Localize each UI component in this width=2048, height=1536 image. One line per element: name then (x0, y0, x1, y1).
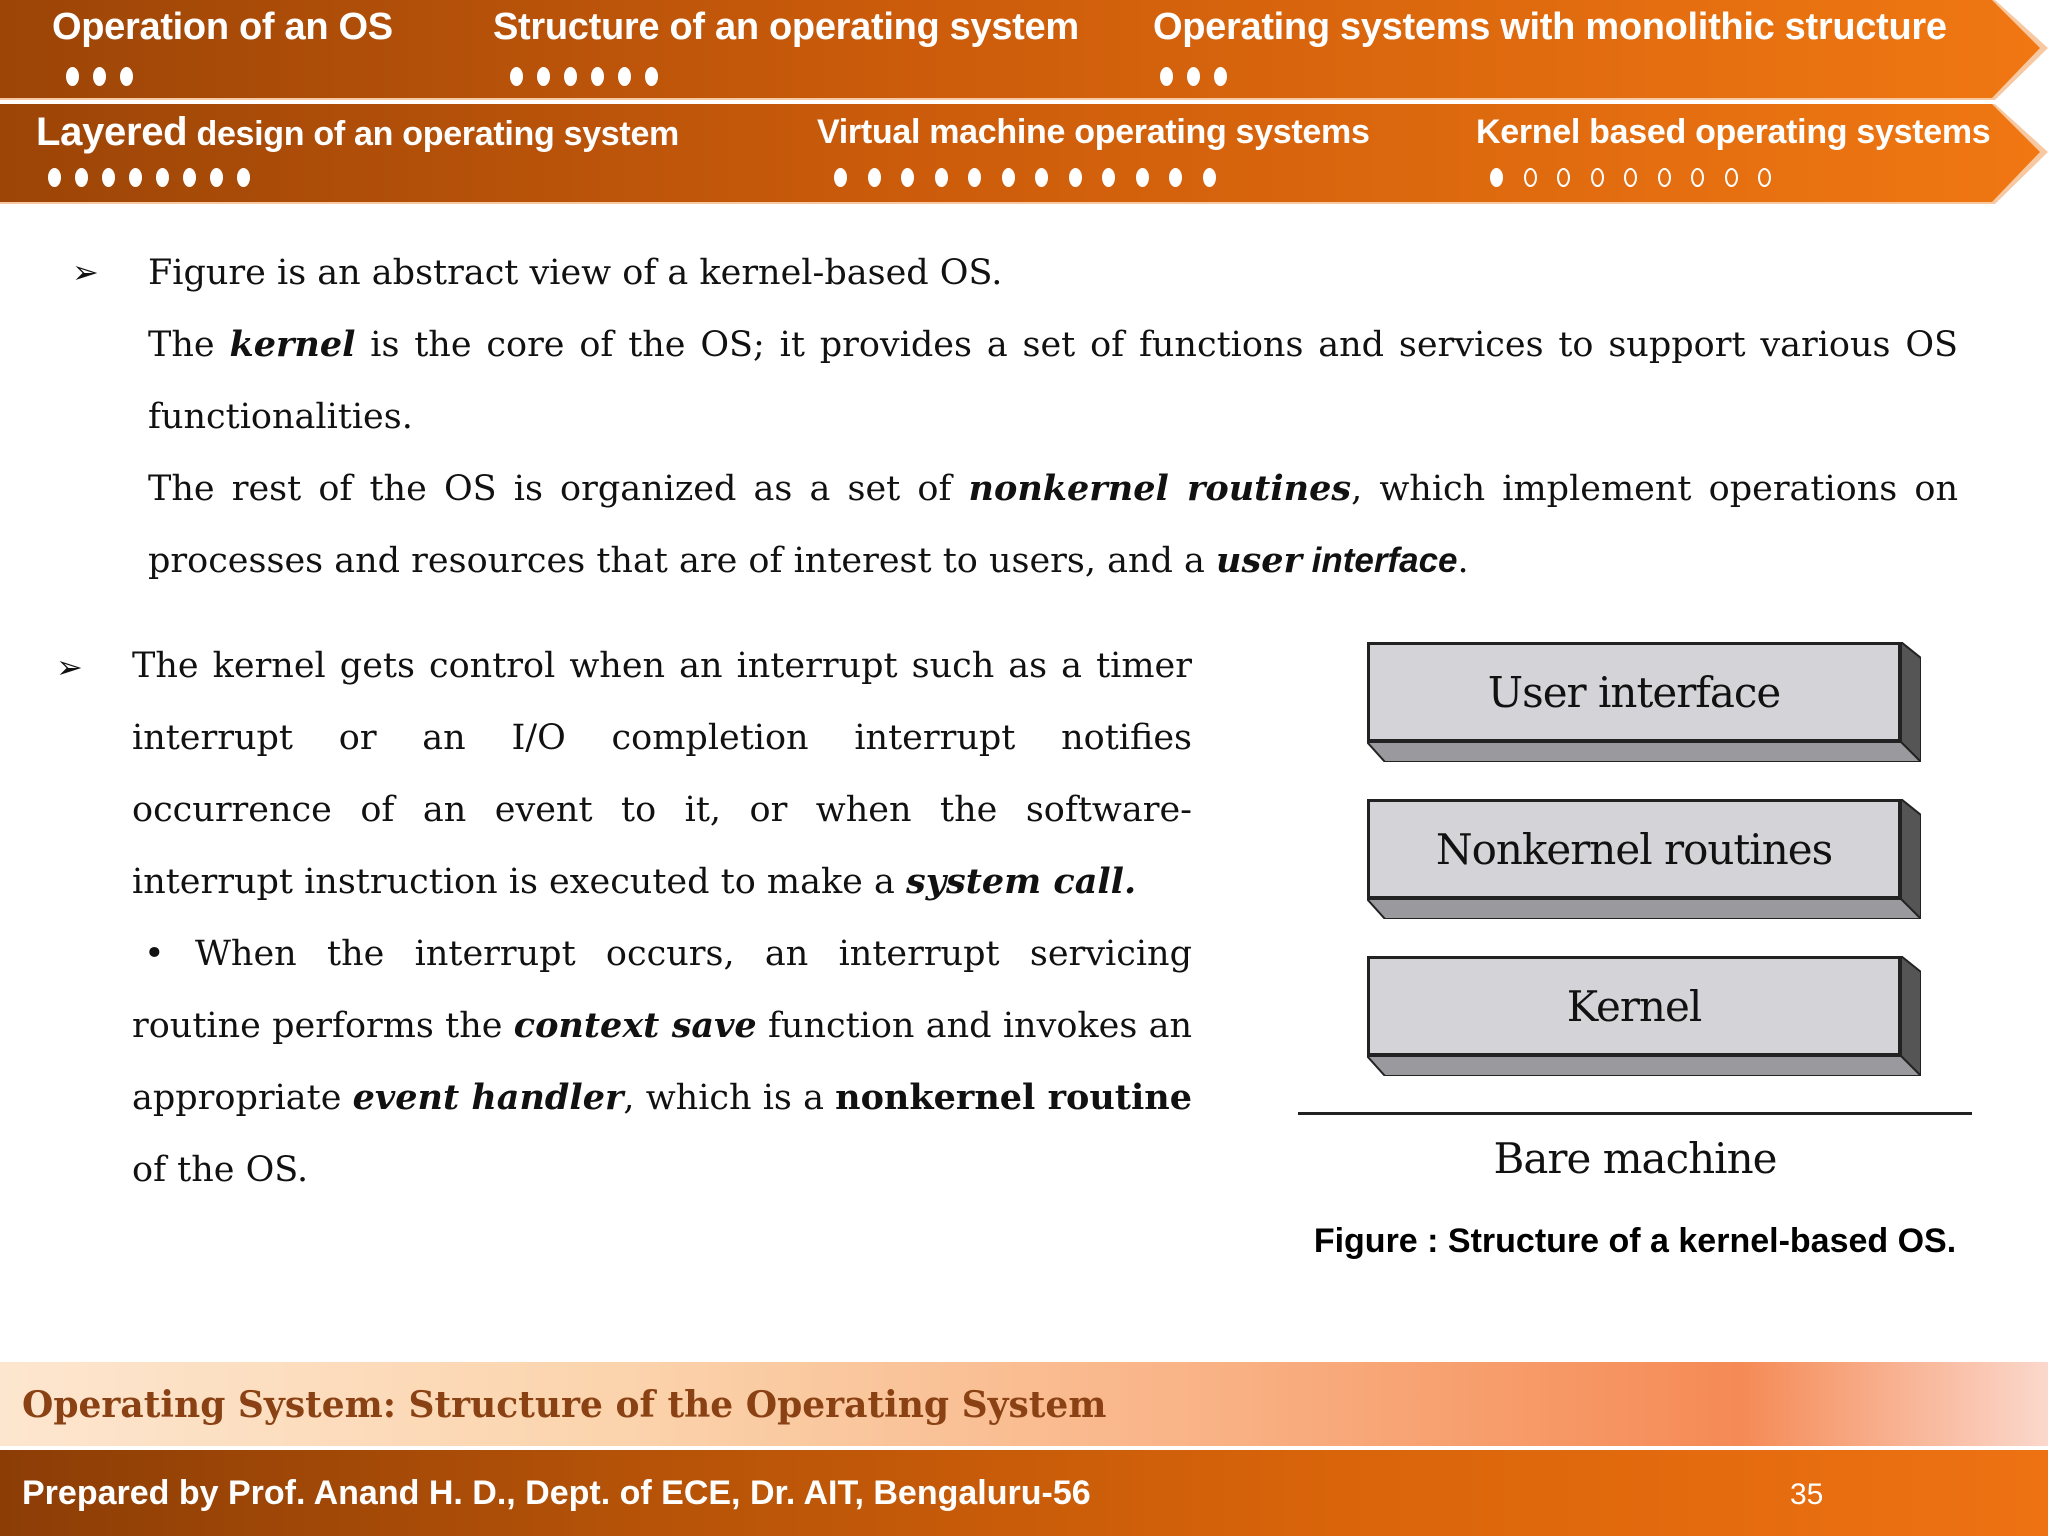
progress-dot[interactable] (156, 168, 169, 187)
emphasis-event-handler: event handler (352, 1077, 624, 1118)
progress-dot[interactable] (868, 168, 881, 187)
nav-progress-dots-monolithic (1160, 67, 1227, 86)
progress-dot[interactable] (1725, 168, 1738, 187)
progress-dot[interactable] (1102, 168, 1115, 187)
paragraph-kernel-control (132, 630, 1192, 1206)
layer-label: Nonkernel routines (1367, 799, 1901, 899)
text-run: The kernel gets control when an interrupt such as a timer interrupt or an I/O completion interrupt notifies occurrence of an event to it, or when the software-interrupt instruction is executed to make a (132, 646, 1192, 902)
nav-progress-dots-operation (66, 67, 133, 86)
progress-dot[interactable] (1187, 67, 1200, 86)
nav-link-label (36, 109, 679, 157)
text-interrupt-servicing (132, 918, 1192, 1206)
label-bare-machine: Bare machine (1493, 1134, 1777, 1183)
layer-label: User interface (1367, 642, 1901, 742)
text-run: is the core of the OS; it provides a set of functions and services to support various OS functionalities. (148, 325, 1958, 437)
progress-dot[interactable] (48, 168, 61, 187)
nav-link-operation-of-an-os[interactable] (52, 4, 393, 50)
emphasis-interface: interface (1301, 541, 1458, 580)
text-run: . (1457, 541, 1469, 581)
figure-caption: Figure : Structure of a kernel-based OS. (1313, 1222, 1957, 1260)
progress-dot[interactable] (1557, 168, 1570, 187)
nav-progress-dots-kernel (1490, 168, 1771, 187)
progress-dot[interactable] (510, 67, 523, 86)
section-nav-row-1 (0, 0, 2048, 100)
emphasis-nonkernel-routines: nonkernel routines (968, 468, 1352, 509)
progress-dot[interactable] (129, 168, 142, 187)
progress-dot[interactable] (183, 168, 196, 187)
bullet-text-abstract-view (148, 237, 1958, 309)
progress-dot[interactable] (1203, 168, 1216, 187)
progress-dot-current[interactable] (1490, 168, 1503, 187)
nav-link-layered-design[interactable] (36, 109, 679, 157)
bullet-dot-icon: • (144, 934, 195, 974)
bullet-arrow-icon: ➢ (56, 648, 83, 686)
nav-link-label-rest: design of an operating system (187, 115, 679, 153)
progress-dot[interactable] (1214, 67, 1227, 86)
progress-dot[interactable] (1136, 168, 1149, 187)
nav-link-label: Operating systems with monolithic structure (1153, 6, 1947, 48)
layer-bottom-shade (1367, 1056, 1921, 1076)
progress-dot[interactable] (66, 67, 79, 86)
progress-dot[interactable] (645, 67, 658, 86)
progress-dot[interactable] (93, 67, 106, 86)
nav-link-monolithic-structure[interactable] (1153, 4, 1947, 50)
progress-dot[interactable] (1691, 168, 1704, 187)
text-run: The rest of the OS is organized as a set of (148, 469, 969, 509)
nav-link-label: Operation of an OS (52, 6, 393, 48)
progress-dot[interactable] (1035, 168, 1048, 187)
nav-progress-dots-virtual (834, 168, 1216, 187)
progress-dot[interactable] (1658, 168, 1671, 187)
progress-dot[interactable] (591, 67, 604, 86)
nav-link-virtual-machine-os[interactable] (817, 109, 1370, 155)
footer-author-credit: Prepared by Prof. Anand H. D., Dept. of ECE, Dr. AIT, Bengaluru-56 (22, 1474, 1091, 1512)
progress-dot[interactable] (1002, 168, 1015, 187)
progress-dot[interactable] (1169, 168, 1182, 187)
paragraph-nonkernel-routines (148, 453, 1958, 597)
progress-dot[interactable] (75, 168, 88, 187)
emphasis-nonkernel-routine: nonkernel routine (835, 1077, 1192, 1118)
progress-dot[interactable] (1160, 67, 1173, 86)
progress-dot[interactable] (1758, 168, 1771, 187)
nav-link-label: Kernel based operating systems (1476, 113, 1991, 151)
footer-course-title: Operating System: Structure of the Operating System (22, 1384, 1107, 1426)
layer-bottom-shade (1367, 899, 1921, 919)
progress-dot[interactable] (210, 168, 223, 187)
progress-dot[interactable] (102, 168, 115, 187)
nav-link-label-emphasis: Layered (36, 110, 188, 154)
emphasis-context-save: context save (513, 1005, 757, 1046)
progress-dot[interactable] (1524, 168, 1537, 187)
nav-link-label: Structure of an operating system (493, 6, 1079, 48)
progress-dot[interactable] (1069, 168, 1082, 187)
progress-dot[interactable] (968, 168, 981, 187)
text-run: Figure is an abstract view of a kernel-based OS. (148, 253, 1003, 293)
section-nav-row-2 (0, 104, 2048, 204)
progress-dot[interactable] (237, 168, 250, 187)
nav-link-label: Virtual machine operating systems (817, 113, 1370, 151)
layer-bottom-shade (1367, 742, 1921, 762)
paragraph-kernel-definition (148, 309, 1958, 453)
text-run: , which is a (623, 1078, 836, 1118)
text-run: When the interrupt occurs, an interrupt servicing routine performs the (132, 934, 1192, 1046)
progress-dot[interactable] (564, 67, 577, 86)
progress-dot[interactable] (120, 67, 133, 86)
progress-dot[interactable] (834, 168, 847, 187)
emphasis-kernel: kernel (229, 324, 356, 365)
progress-dot[interactable] (1624, 168, 1637, 187)
nav-link-structure-of-os[interactable] (493, 4, 1079, 50)
emphasis-user: user (1216, 540, 1302, 581)
progress-dot[interactable] (935, 168, 948, 187)
progress-dot[interactable] (537, 67, 550, 86)
progress-dot[interactable] (901, 168, 914, 187)
progress-dot[interactable] (1591, 168, 1604, 187)
bullet-arrow-icon: ➢ (72, 253, 99, 291)
text-run: of the OS. (132, 1150, 309, 1190)
nav-link-kernel-based-os[interactable] (1476, 109, 1990, 155)
progress-dot[interactable] (618, 67, 631, 86)
nav-progress-dots-layered (48, 168, 250, 187)
text-run: The (148, 325, 230, 365)
bare-machine-divider (1298, 1112, 1972, 1115)
slide-page-number: 35 (1790, 1478, 1824, 1511)
layer-label: Kernel (1367, 956, 1901, 1056)
text-run: function and invokes an appropriate (132, 1006, 1193, 1118)
nav-progress-dots-structure (510, 67, 658, 86)
text-run: , which implement operations on processes and resources that are of interest to users, and a (148, 469, 1958, 581)
emphasis-system-call: system call. (906, 861, 1137, 902)
text-kernel-gets-control (132, 630, 1192, 918)
